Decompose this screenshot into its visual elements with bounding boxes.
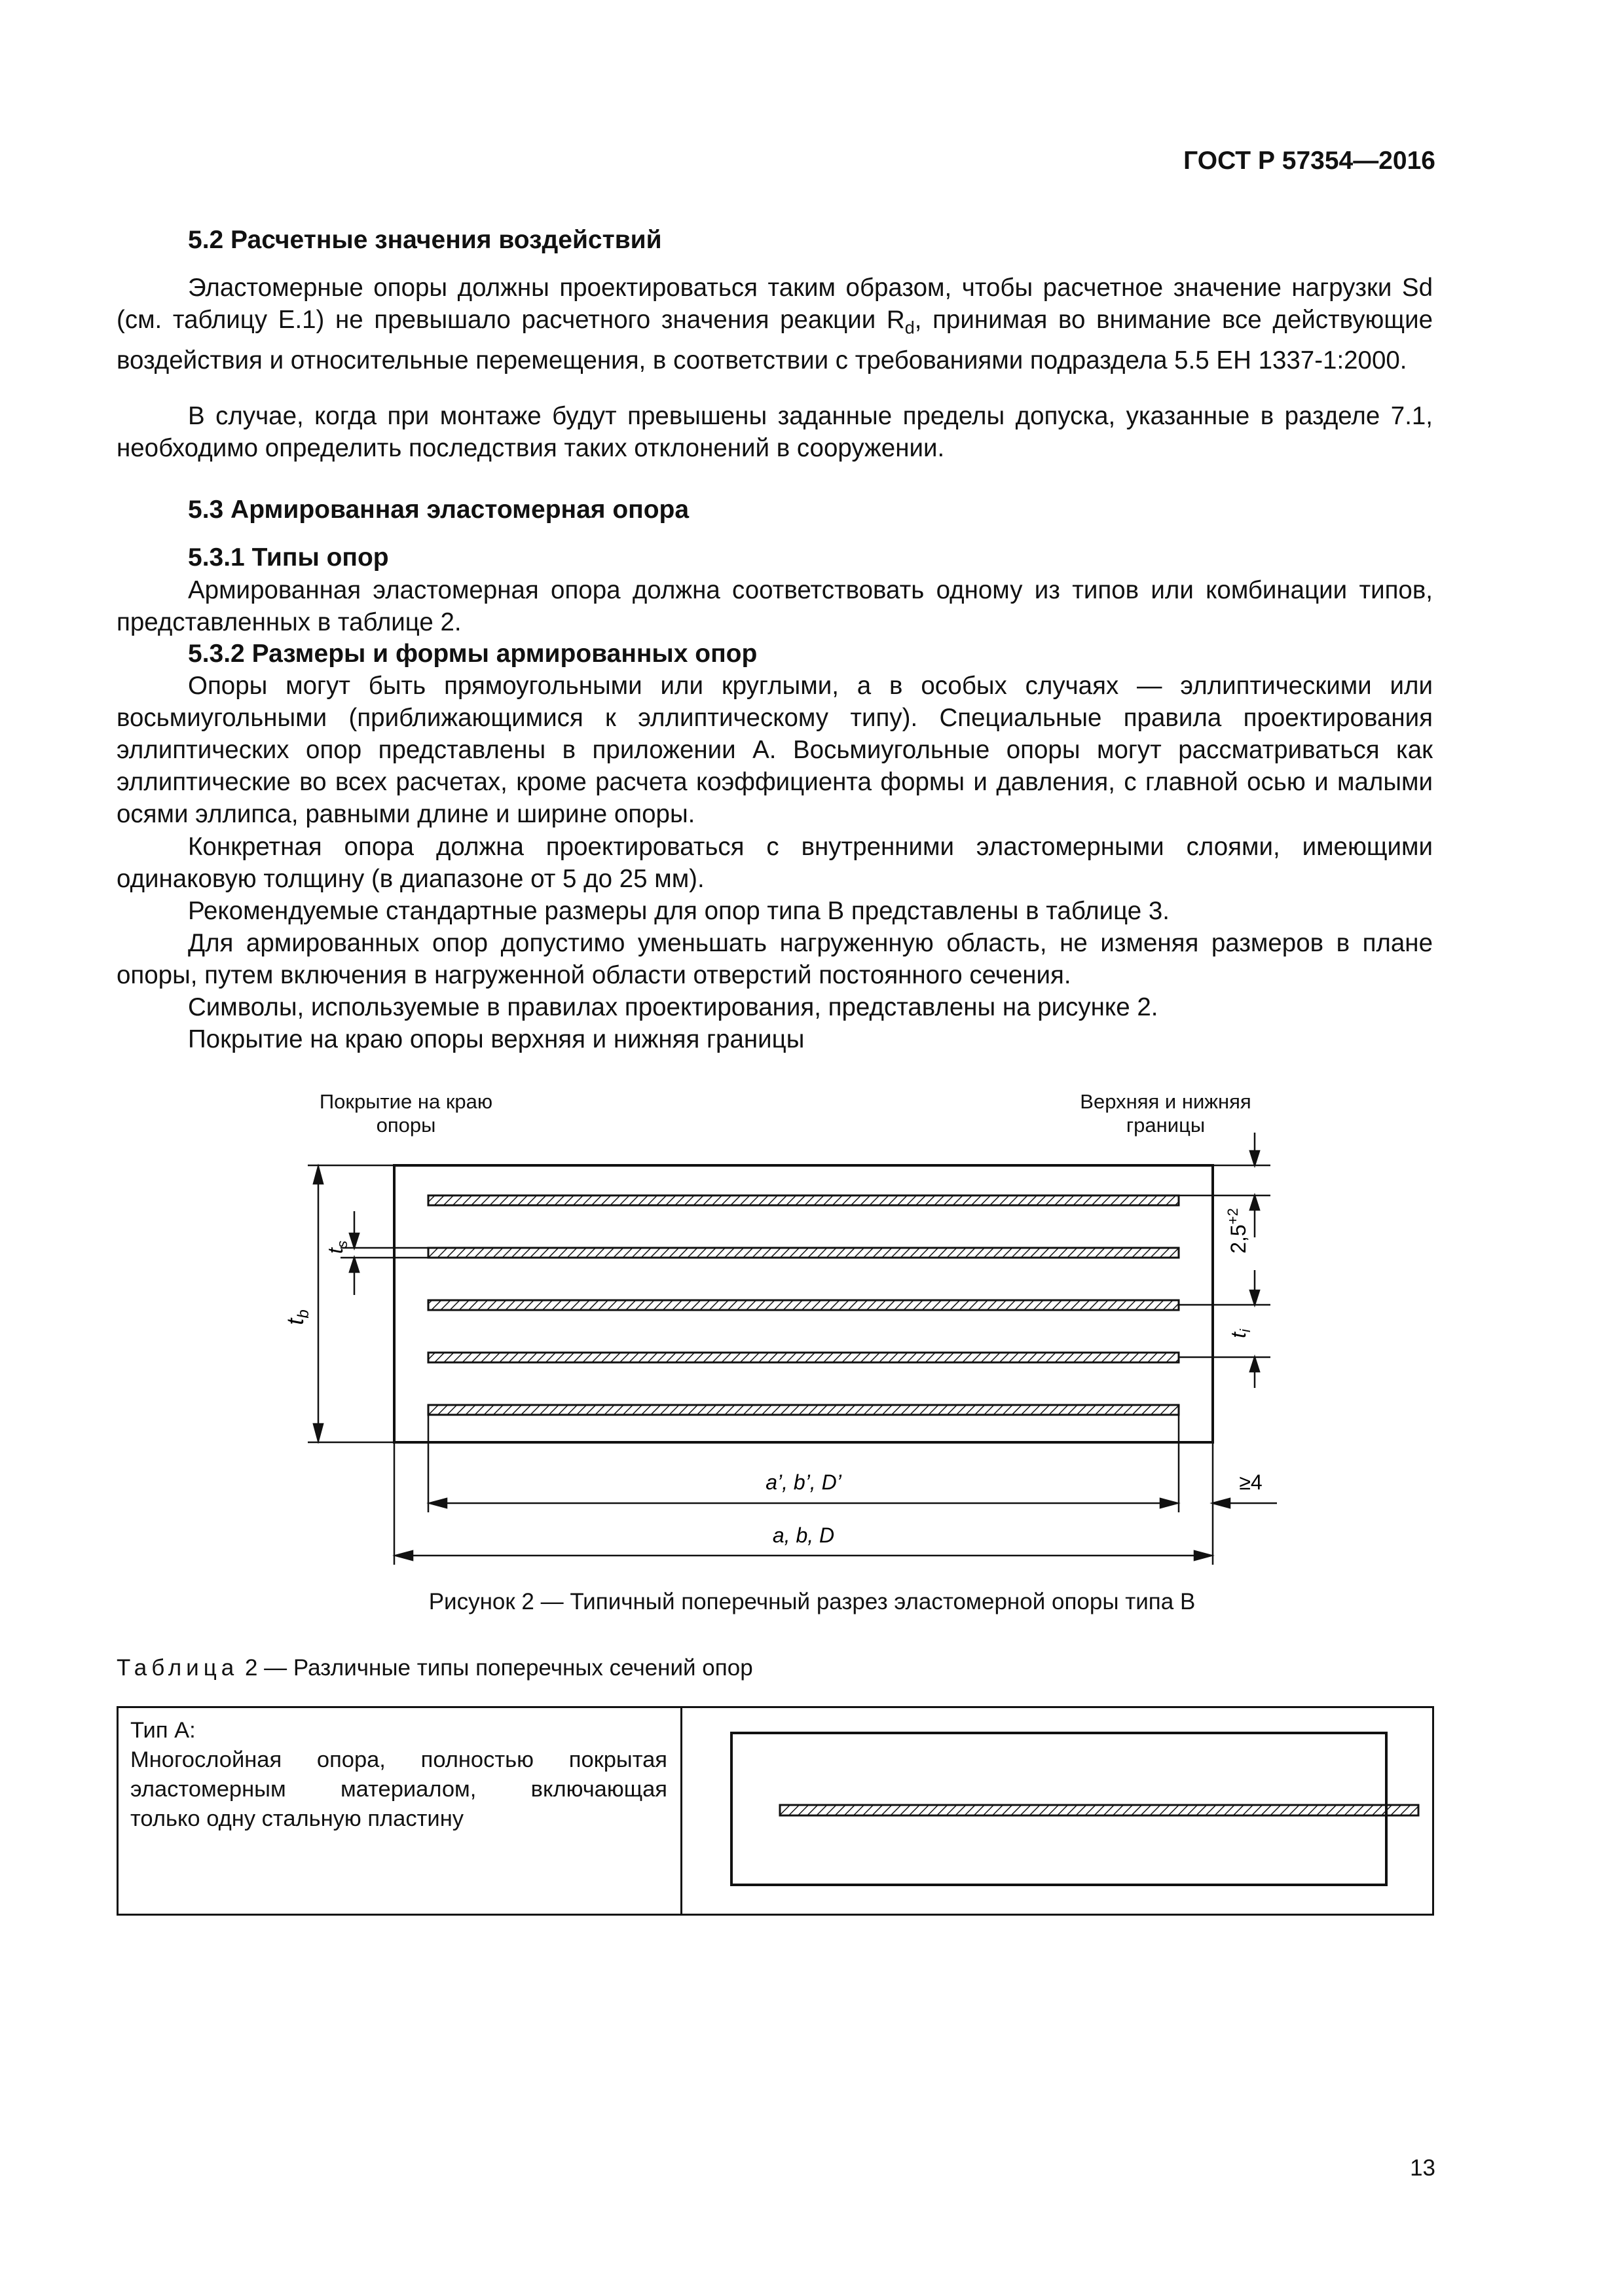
para1-text-pre: Эластомерные опоры должны проектироваться таким образом, чтобы расчетное значение нагрузки Sd (см. таблицу Е.1) не превышало расчетного значения реакции R	[117, 274, 1433, 334]
dimension-ts	[341, 1211, 428, 1295]
section-5-3-2-paragraph-2: Конкретная опора должна проектироваться с внутренними эластомерными слоями, имеющими одинаковую толщину (в диапазоне от 5 до 25 мм).	[117, 833, 1433, 893]
steel-plate-5	[428, 1405, 1179, 1415]
dimension-edge-min-label: ≥4	[1239, 1470, 1263, 1494]
table-caption	[117, 1655, 753, 1681]
type-a-desc-line-1: Многослойная опора, полностью покрытая	[130, 1747, 667, 1772]
section-5-3-1-text: Армированная эластомерная опора должна соответствовать одному из типов или комбинации типов, представленных в таблице 2.	[117, 576, 1433, 636]
section-5-3-2-paragraph-1: Опоры могут быть прямоугольными или круглыми, а в особых случаях — эллиптическими или восьмиугольными (приближающимися к эллиптическому типу). Специальные правила проектирования эллиптических опор представлены в приложении А. Восьмиугольные опоры могут рассматриваться как эллиптические во всех расчетах, кроме расчета коэффициента формы и давления, с главной осью и малыми осями эллипса, равными длине и ширине опоры.	[117, 672, 1433, 828]
type-a-section-drawing	[688, 1713, 1435, 1910]
dimension-tb	[308, 1165, 394, 1442]
section-5-2-paragraph-2: В случае, когда при монтаже будут превышены заданные пределы допуска, указанные в разделе 7.1, необходимо определить последствия таких отклонений в сооружении.	[117, 402, 1433, 462]
table-caption-label: Таблица	[117, 1655, 239, 1681]
label-edge-cover-line-2: опоры	[376, 1114, 436, 1137]
section-5-3-2-heading: 5.3.2 Размеры и формы армированных опор	[188, 640, 758, 668]
table-2	[117, 1706, 1434, 1916]
type-a-steel-plate	[780, 1805, 1418, 1815]
section-5-3-2-paragraph-5: Символы, используемые в правилах проектирования, представлены на рисунке 2.	[188, 993, 1158, 1021]
section-5-3-2-paragraph-6: Покрытие на краю опоры верхняя и нижняя границы	[188, 1025, 805, 1053]
page-number: 13	[1410, 2155, 1435, 2181]
dimension-cover-label: $2,5^{+2}$	[1225, 1208, 1250, 1254]
label-top-bottom-line-2: границы	[1126, 1114, 1206, 1137]
steel-plate-1	[428, 1195, 1179, 1205]
section-5-2-heading: 5.2 Расчетные значения воздействий	[188, 226, 662, 254]
figure-caption: Рисунок 2 — Типичный поперечный разрез эластомерной опоры типа В	[428, 1589, 1196, 1614]
label-edge-cover-line-1: Покрытие на краю	[319, 1090, 493, 1113]
section-5-3-2-paragraph-4: Для армированных опор допустимо уменьшать нагруженную область, не изменяя размеров в плане опоры, путем включения в нагруженной области отверстий постоянного сечения.	[117, 929, 1433, 989]
section-5-3-2-paragraph-3: Рекомендуемые стандартные размеры для опор типа В представлены в таблице 3.	[188, 897, 1170, 925]
dimension-ti-label: $t_i$	[1227, 1329, 1253, 1338]
dimension-ts-label: $t_s$	[323, 1241, 350, 1254]
standard-header: ГОСТ Р 57354—2016	[1183, 147, 1435, 175]
table-caption-number: 2	[244, 1655, 258, 1681]
label-top-bottom-line-1: Верхняя и нижняя	[1080, 1090, 1251, 1113]
dimension-ti	[1179, 1270, 1270, 1388]
dimension-inner-width	[428, 1415, 1179, 1512]
section-5-3-heading: 5.3 Армированная эластомерная опора	[188, 496, 690, 524]
section-5-3-1-heading: 5.3.1 Типы опор	[188, 543, 389, 572]
table-cell-type-a	[130, 1716, 667, 1834]
type-a-desc-line-3: только одну стальную пластину	[130, 1806, 464, 1831]
type-a-desc-line-2: эластомерным материалом, включающая	[130, 1777, 667, 1802]
dimension-inner-width-label: a’, b’, D’	[766, 1470, 841, 1494]
table-column-divider	[680, 1708, 682, 1914]
type-a-title: Тип А:	[130, 1718, 196, 1743]
para1-text-post: , принимая во внимание все действующие воздействия и относительные перемещения, в соответствии с требованиями подраздела 5.5 ЕН 1337-1:2000.	[117, 306, 1433, 374]
steel-plate-3	[428, 1300, 1179, 1310]
table-caption-text: — Различные типы поперечных сечений опор	[264, 1655, 753, 1681]
dimension-outer-width-label: a, b, D	[772, 1523, 835, 1547]
para1-subscript: d	[904, 318, 915, 338]
steel-plate-2	[428, 1248, 1179, 1258]
steel-plate-4	[428, 1353, 1179, 1362]
dimension-tb-label: $t_b$	[282, 1309, 312, 1325]
